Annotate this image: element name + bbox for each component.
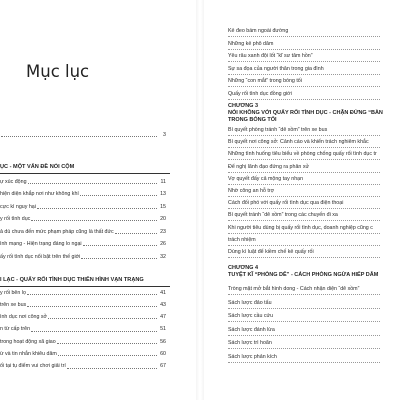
leader-dots	[27, 294, 157, 295]
toc-entry[interactable]	[0, 203, 166, 210]
entry-title: ối tại tụ điểm vui chơi giải trí	[0, 363, 66, 370]
page-number: 23	[160, 228, 166, 235]
part-1-title: ỤC - MỘT VẤN ĐỀ NỔI CỘM	[0, 164, 75, 170]
toc-entry[interactable]	[0, 301, 166, 308]
toc-entry[interactable]	[228, 28, 380, 35]
entry-title: Kẻ đeo bám ngoài đường	[228, 28, 289, 34]
page-number: 32	[160, 253, 166, 260]
entry-title: ự xúc động	[0, 178, 27, 185]
entry-title: Sách lược trì hoãn	[228, 340, 272, 346]
leader-dots	[228, 335, 380, 336]
toc-entry[interactable]	[0, 241, 166, 248]
leader-dots	[228, 257, 380, 258]
leader-dots	[37, 208, 157, 209]
page-number: 3	[163, 131, 166, 138]
entry-title: Bí quyết tránh “dê xồm” trong các chuyến đi xa	[228, 212, 338, 219]
toc-entry[interactable]	[0, 338, 166, 345]
toc-entry[interactable]	[0, 326, 166, 333]
chapter-3-heading	[228, 103, 400, 124]
leader-dots	[115, 233, 157, 234]
entry-title: trong hoạt động xã giao	[0, 338, 56, 345]
toc-entry[interactable]	[228, 78, 380, 85]
chapter-title: TUYỆT KĨ “PHÒNG DÊ” - CÁCH PHÒNG NGỪA HIẾP DÂM	[228, 272, 379, 278]
toc-entry[interactable]	[228, 127, 380, 134]
leader-dots	[228, 362, 380, 363]
entry-title: ình mạng - Hiện trạng đáng lo ngại	[0, 241, 82, 247]
entry-title: Sách lược cầu cứu	[228, 313, 274, 319]
toc-entry[interactable]	[228, 53, 380, 60]
toc-entry[interactable]	[0, 228, 166, 235]
divider	[0, 286, 170, 287]
toc-entry[interactable]	[228, 212, 380, 219]
leader-dots	[228, 159, 380, 160]
toc-entry[interactable]	[228, 237, 380, 244]
toc-entry[interactable]	[0, 216, 166, 223]
page-number: 56	[160, 338, 166, 345]
leader-dots	[27, 306, 157, 307]
entry-title: Khi người tiêu dùng bị quấy rối tình dục, doanh nghiệp cũng c	[228, 224, 373, 231]
chapter-label: CHƯƠNG 3	[228, 103, 259, 109]
toc-entry[interactable]	[0, 363, 166, 370]
leader-dots	[57, 343, 157, 344]
leader-dots	[228, 147, 380, 148]
left-page	[0, 0, 196, 400]
leader-dots	[80, 195, 157, 196]
chapter-title: NÓI KHÔNG VỚI QUẤY RỐI TÌNH DỤC - CHẶN ĐỨNG “BÀN	[228, 110, 383, 116]
leader-dots	[1, 136, 157, 137]
toc-entry[interactable]	[228, 164, 380, 171]
book-gutter	[196, 0, 204, 400]
toc-entry[interactable]	[228, 91, 380, 98]
leader-dots	[228, 220, 380, 221]
entry-title: n từ cấp trên	[0, 326, 31, 333]
entry-title: Dùng kì luật để kiềm chế kẻ quấy rối	[228, 249, 314, 255]
entry-title: Sự sa đọa của người thân trong gia đình	[228, 65, 324, 72]
leader-dots	[228, 233, 380, 234]
leader-dots	[228, 348, 380, 349]
entry-title: Bí quyết nơi công sở: Cảnh cáo và khiển trách nghiêm khắc	[228, 139, 369, 146]
toc-entry[interactable]	[0, 253, 166, 260]
part-2-title: I LẠC - QUẤY RỐI TÌNH DỤC THIÊN HÌNH VẠN TRẠNG	[0, 277, 144, 283]
leader-dots	[228, 74, 380, 75]
chapter-title: TRONG BÓNG TỐI	[228, 117, 277, 123]
leader-dots	[228, 135, 380, 136]
entry-title: y rối bên lọ	[0, 289, 26, 296]
leader-dots	[48, 318, 157, 319]
entry-title: Những “con mắt” trong bóng tối	[228, 78, 302, 85]
leader-dots	[228, 208, 380, 209]
toc-entry[interactable]	[228, 340, 380, 347]
toc-entry[interactable]	[0, 178, 166, 185]
toc-entry[interactable]	[0, 351, 166, 358]
entry-title: ừ và tin nhắn khiêu dâm	[0, 351, 57, 357]
entry-title: Bí quyết phòng tránh “dê xồm” trên xe bus	[228, 127, 328, 133]
entry-title: hiện diện khắp nơi như không khí	[0, 191, 79, 197]
page-number: 11	[160, 178, 166, 185]
toc-entry[interactable]	[228, 300, 380, 307]
page-number: 51	[160, 326, 166, 333]
page-number: 26	[160, 241, 166, 247]
entry-title: Yêu râu xanh đội lốt “kĩ sư tâm hồn”	[228, 53, 313, 60]
entry-title: Những kẻ phô dâm	[228, 40, 274, 47]
entry-title: Quấy rối tình dục đồng giới	[228, 91, 292, 97]
leader-dots	[228, 308, 380, 309]
toc-entry[interactable]	[228, 313, 380, 320]
page-number: 43	[160, 301, 166, 308]
leader-dots	[228, 49, 380, 50]
page-number: 67	[160, 363, 166, 370]
toc-entry[interactable]	[228, 200, 380, 207]
toc-entry[interactable]	[228, 354, 380, 361]
entry-title: Nhờ công an hỗ trợ	[228, 188, 275, 194]
entry-title: Tròng mặt mở bắt hình dong - Cách nhận diện “dê xồm”	[228, 286, 360, 292]
leader-dots	[228, 196, 380, 197]
entry-title: Sách lược phản kích	[228, 353, 277, 360]
toc-entry[interactable]	[228, 41, 380, 48]
page-number: 60	[160, 351, 166, 357]
leader-dots	[31, 331, 157, 332]
toc-entry[interactable]	[228, 188, 380, 195]
entry-title: Sách lược đảo tẩu	[228, 299, 272, 306]
toc-entry[interactable]	[0, 289, 166, 296]
toc-entry[interactable]	[228, 151, 380, 158]
page-number: 47	[160, 314, 166, 321]
chapter-4-heading	[228, 265, 400, 279]
toc-entry[interactable]	[228, 249, 380, 256]
chapter-label: CHƯƠNG 4	[228, 265, 259, 271]
leader-dots	[31, 220, 157, 221]
divider	[0, 173, 170, 174]
entry-title: Để nghị lãnh đạo đứng ra phân xử	[228, 163, 310, 170]
leader-dots	[67, 368, 157, 369]
toc-entry[interactable]	[228, 286, 380, 293]
toc-heading: Mục lục	[26, 62, 90, 81]
leader-dots	[81, 258, 157, 259]
entry-title: Những tình huống tiêu biểu về phòng chống quấy rối tình dục tr	[228, 151, 377, 158]
entry-title: ình dục nơi công sở	[0, 314, 47, 321]
leader-dots	[228, 86, 380, 87]
entry-title: Sách lược đánh lừa	[228, 326, 275, 333]
toc-entry[interactable]	[228, 327, 380, 334]
leader-dots	[228, 99, 380, 100]
entry-title: Vợ quyết đấy cả mộng tay nhạn	[228, 175, 304, 182]
leader-dots	[228, 294, 380, 295]
leader-dots	[83, 245, 157, 246]
toc-entry[interactable]	[0, 314, 166, 321]
page-number: 41	[160, 289, 166, 296]
leader-dots	[228, 172, 380, 173]
leader-dots	[228, 321, 380, 322]
entry-title: ả dù chưa đến mức phạm pháp cũng là thất đức	[0, 228, 114, 235]
leader-dots	[28, 183, 157, 184]
leader-dots	[58, 355, 157, 356]
toc-intro-row[interactable]	[0, 131, 166, 138]
page-number: 20	[160, 216, 166, 222]
toc-entry[interactable]	[228, 66, 380, 73]
entry-title: cực kì nguy hại	[0, 203, 36, 210]
leader-dots	[228, 61, 380, 62]
toc-entry[interactable]	[228, 225, 380, 232]
entry-title: trách nhiệm	[228, 236, 256, 243]
right-page	[204, 0, 400, 400]
toc-entry[interactable]	[228, 139, 380, 146]
page-number: 13	[160, 191, 166, 197]
toc-entry[interactable]	[228, 176, 380, 183]
page-number: 15	[160, 203, 166, 210]
toc-entry[interactable]	[0, 191, 166, 198]
entry-title: trên xe bus	[0, 301, 27, 308]
entry-title: ấy rối tình dục nổi bật trên thế giới	[0, 253, 81, 260]
leader-dots	[228, 184, 380, 185]
entry-title: Cách đối phó với quấy rối tình dục qua điện thoại	[228, 200, 344, 207]
leader-dots	[228, 245, 380, 246]
leader-dots	[228, 36, 380, 37]
entry-title: y rối tình dục	[0, 216, 31, 222]
